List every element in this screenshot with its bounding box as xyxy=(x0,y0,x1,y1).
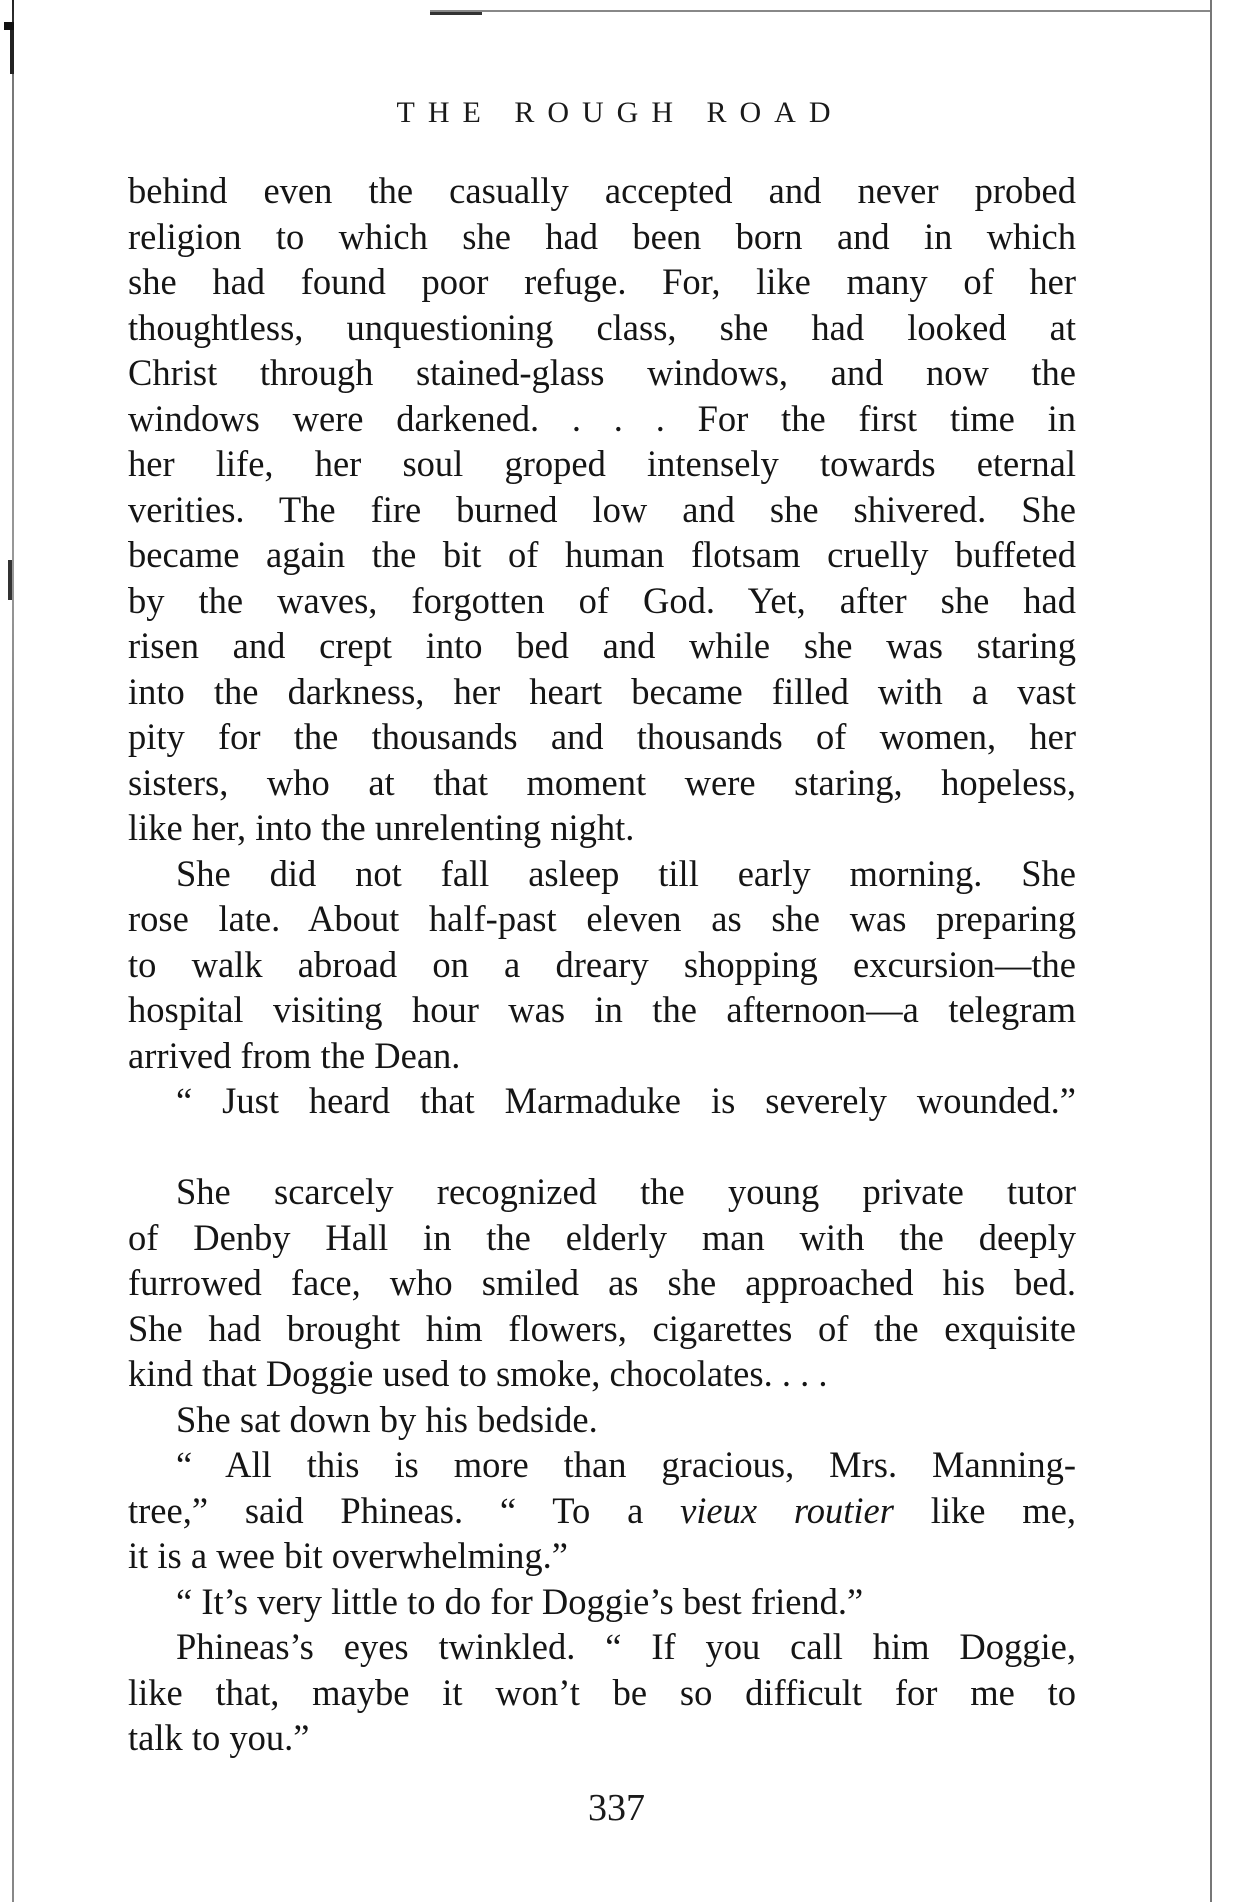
text-line: She scarcely recognized the young private tutor xyxy=(176,1171,1076,1212)
text-line: by the waves, forgotten of God. Yet, after she had xyxy=(128,579,1076,621)
text-line: windows were darkened. . . . For the first time in xyxy=(128,397,1076,439)
page-edge-right xyxy=(1210,0,1212,1902)
running-head: THE ROUGH ROAD xyxy=(396,96,844,129)
text-line: Phineas’s eyes twinkled. “ If you call him Doggie, xyxy=(176,1626,1076,1667)
text-line: like her, into the unrelenting night. xyxy=(128,807,635,848)
text-line: of Denby Hall in the elderly man with the deeply xyxy=(128,1216,1076,1258)
text-line: risen and crept into bed and while she was staring xyxy=(128,625,1076,666)
text-line: Christ through stained-glass windows, and now the xyxy=(128,352,1076,393)
text-line: it is a wee bit overwhelming.” xyxy=(128,1535,568,1576)
text-line: talk to you.” xyxy=(128,1717,310,1758)
text-line: She sat down by his bedside. xyxy=(176,1398,598,1440)
text-line: “ All this is more than gracious, Mrs. Manning- xyxy=(176,1444,1076,1485)
text-line: like that, maybe it won’t be so difficult for me to xyxy=(128,1671,1076,1713)
text-line: hospital visiting hour was in the afternoon—a telegram xyxy=(128,989,1076,1030)
scan-mark xyxy=(430,12,482,15)
text-line: verities. The fire burned low and she shivered. She xyxy=(128,488,1076,530)
text-line: to walk abroad on a dreary shopping excursion—the xyxy=(128,943,1076,985)
text-line: arrived from the Dean. xyxy=(128,1034,461,1076)
scan-mark xyxy=(10,30,14,74)
text-line: she had found poor refuge. For, like many of her xyxy=(128,261,1076,302)
page-edge-left xyxy=(12,0,14,1902)
text-line: “ It’s very little to do for Doggie’s best friend.” xyxy=(176,1580,864,1622)
text-line: her life, her soul groped intensely towards eternal xyxy=(128,443,1076,484)
text-line: into the darkness, her heart became filled with a vast xyxy=(128,670,1076,712)
text-line: furrowed face, who smiled as she approached his bed. xyxy=(128,1262,1076,1303)
text-line: sisters, who at that moment were staring, hopeless, xyxy=(128,761,1076,803)
text-line: She did not fall asleep till early morning. She xyxy=(176,852,1076,894)
italic-phrase: vieux routier xyxy=(680,1489,894,1531)
text-line: “ Just heard that Marmaduke is severely wounded.” xyxy=(176,1080,1076,1121)
text-line: She had brought him flowers, cigarettes of the exquisite xyxy=(128,1307,1076,1349)
scan-mark xyxy=(8,560,12,600)
text-line: rose late. About half-past eleven as she was preparing xyxy=(128,898,1076,939)
section-break xyxy=(128,1124,1076,1170)
page-edge-top xyxy=(430,10,1210,12)
text-line: kind that Doggie used to smoke, chocolates. . . . xyxy=(128,1353,828,1394)
text-line: pity for the thousands and thousands of women, her xyxy=(128,716,1076,757)
text-line xyxy=(128,1488,1076,1534)
body-text xyxy=(128,168,1076,1761)
text-line: behind even the casually accepted and never probed xyxy=(128,170,1076,211)
text-line: thoughtless, unquestioning class, she had looked at xyxy=(128,306,1076,348)
text-line: religion to which she had been born and in which xyxy=(128,215,1076,257)
text-line: became again the bit of human flotsam cruelly buffeted xyxy=(128,534,1076,575)
text-run: tree,” said Phineas. “ To a xyxy=(128,1489,681,1531)
page-number: 337 xyxy=(588,1787,645,1829)
scan-mark xyxy=(4,22,14,30)
text-run: like me, xyxy=(893,1489,1077,1531)
